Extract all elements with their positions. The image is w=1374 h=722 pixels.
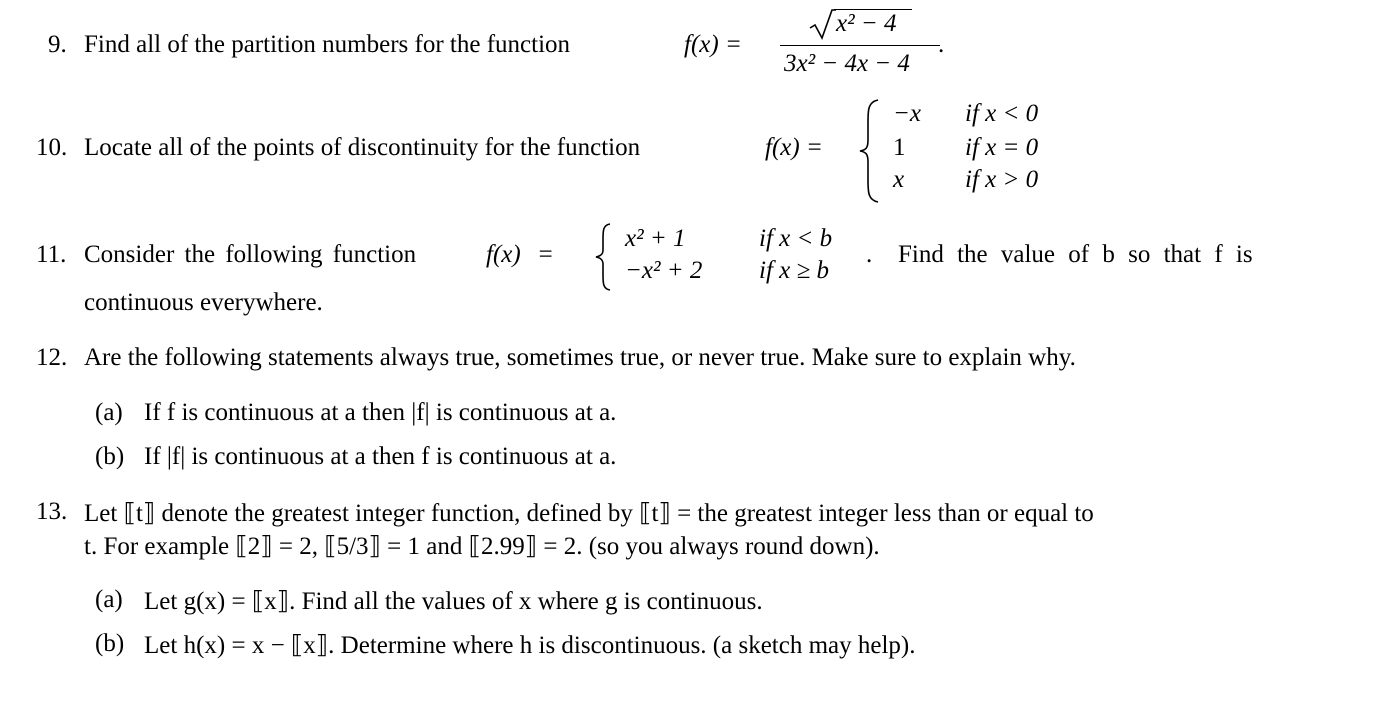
problem-number: 12. <box>36 344 68 371</box>
case-value: x <box>893 166 905 193</box>
part-label: (b) <box>95 443 125 470</box>
problem-number: 13. <box>36 498 68 525</box>
problem-text-after: Find the value of b so that f is <box>898 241 1253 268</box>
case-value: 1 <box>893 134 906 161</box>
part-label: (a) <box>95 399 123 426</box>
part-label: (a) <box>95 586 123 613</box>
part-text: If |f| is continuous at a then f is continuous at a. <box>144 443 617 470</box>
function-lhs: f(x) = <box>486 241 554 268</box>
function-lhs: f(x) = <box>765 134 823 161</box>
problem-text-line-2: t. For example ⟦2⟧ = 2, ⟦5/3⟧ = 1 and ⟦2.99⟧ = 2. (so you always round down). <box>84 533 880 560</box>
part-text: Let h(x) = x − ⟦x⟧. Determine where h is discontinuous. (a sketch may help). <box>144 632 916 659</box>
part-text: If f is continuous at a then |f| is continuous at a. <box>144 399 617 426</box>
part-label: (b) <box>95 630 125 657</box>
case-condition: if x = 0 <box>965 134 1039 161</box>
case-value: −x² + 2 <box>625 257 703 284</box>
problem-text-line-1: Let ⟦t⟧ denote the greatest integer function, defined by ⟦t⟧ = the greatest integer less than or equal to <box>84 500 1094 527</box>
problem-text: Are the following statements always true, sometimes true, or never true. Make sure to explain why. <box>84 344 1076 371</box>
problem-continuation: continuous everywhere. <box>84 289 323 316</box>
sqrt-symbol <box>808 8 838 42</box>
case-value: −x <box>893 100 921 127</box>
problem-number: 11. <box>36 241 67 268</box>
left-brace <box>594 222 616 292</box>
problem-text: Consider the following function <box>84 241 417 268</box>
period: . <box>938 31 945 58</box>
problem-text: Locate all of the points of discontinuity for the function <box>84 134 641 161</box>
problem-number: 9. <box>48 31 67 58</box>
case-value: x² + 1 <box>625 225 686 252</box>
case-condition: if x > 0 <box>965 166 1039 193</box>
left-brace <box>858 98 884 204</box>
problem-text: Find all of the partition numbers for the function <box>84 31 571 58</box>
fraction-numerator: x² − 4 <box>836 10 897 37</box>
function-lhs: f(x) = <box>684 31 742 58</box>
fraction-bar <box>780 45 940 46</box>
part-text: Let g(x) = ⟦x⟧. Find all the values of x where g is continuous. <box>144 588 763 615</box>
case-condition: if x < 0 <box>965 100 1039 127</box>
problem-number: 10. <box>36 134 68 161</box>
case-condition: if x ≥ b <box>759 257 829 284</box>
period: . <box>866 241 873 268</box>
case-condition: if x < b <box>759 225 833 252</box>
fraction-denominator: 3x² − 4x − 4 <box>784 50 910 77</box>
